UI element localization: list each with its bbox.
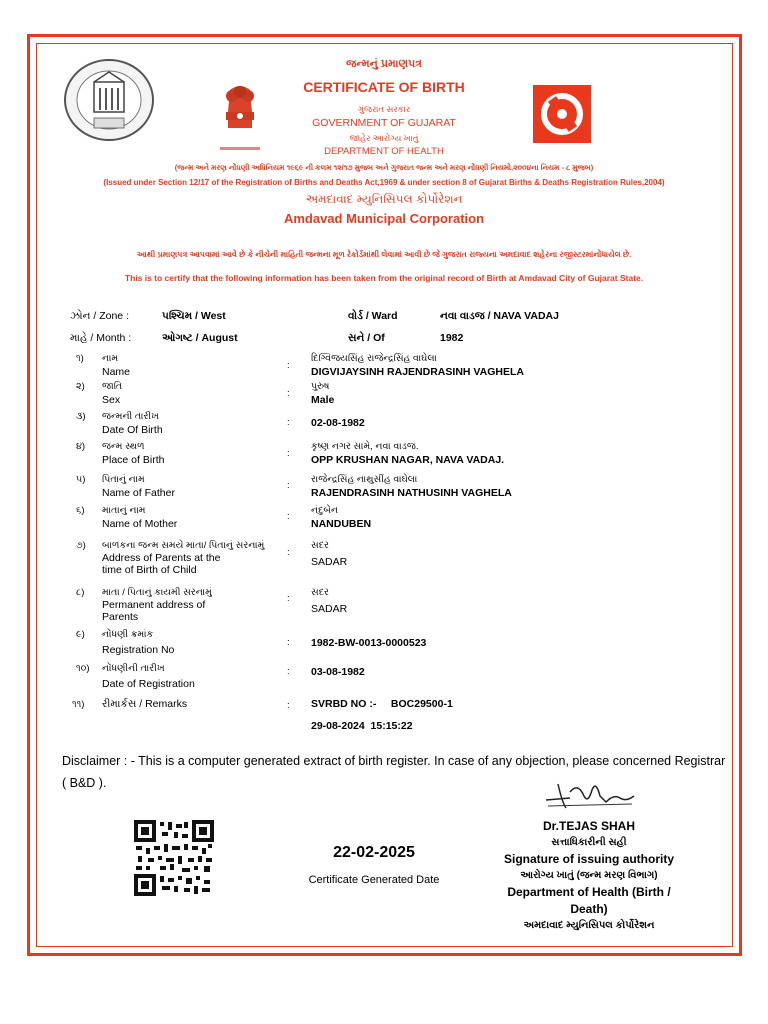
ward-value: નવા વાડજ / NAVA VADAJ	[440, 310, 559, 322]
field-label-gujarati: નોંધણીની તારીખ	[102, 663, 165, 674]
ward-label: વોર્ડ / Ward	[348, 310, 398, 322]
field-label-gujarati: જન્મ સ્થળ	[102, 441, 145, 452]
field-number: ૩)	[76, 411, 86, 422]
corporation-gujarati: અમદાવાદ મ્યુનિસિપલ કોર્પોરેશન	[305, 192, 463, 206]
issued-under-text: (Issued under Section 12/17 of the Registration of Births and Deaths Act,1969 & under section 8 of Gujarat Births & Deaths Registration Rules,2004)	[103, 178, 665, 187]
field-value: SADAR	[311, 603, 348, 615]
field-label: Date Of Birth	[102, 424, 163, 436]
field-number: ૭)	[76, 540, 86, 551]
signatory-corp-gujarati: અમદાવાદ મ્યુનિસિપલ કોર્પોરેશન	[523, 920, 655, 931]
issued-under-gujarati: (જન્મ અને મરણ નોંધણી અધિનિયમ ૧૯૬૯ ની કલમ ૧૨/૧૭ મુજબ અને ગુજરાત જન્મ અને મરણ નોંધણી નિયમો,૨૦૦૪ના નિયમ - ૮ મુજબ)	[174, 163, 594, 172]
year-value: 1982	[440, 332, 464, 344]
field-label-gujarati: માતાનું નામ	[102, 505, 146, 516]
colon: :	[287, 593, 290, 604]
field-label: Date of Registration	[102, 678, 195, 690]
certify-text: This is to certify that the following information has been taken from the original record of Birth at Amdavad City of Gujarat State.	[124, 273, 644, 283]
signatory-dept: Department of Health (Birth / Death)	[507, 885, 671, 916]
field-value: SVRBD NO :- BOC29500-1	[311, 698, 453, 710]
field-value-gujarati: પુરુષ	[311, 381, 330, 392]
field-number: ૧૧)	[72, 699, 85, 710]
signatory-name: Dr.TEJAS SHAH	[542, 819, 636, 833]
field-label-gujarati: બાળકના જન્મ સમયે માતા/ પિતાનું સરનામું	[102, 540, 265, 551]
month-label: માહે / Month :	[70, 332, 132, 344]
field-number: ૧)	[76, 353, 84, 364]
field-value: 02-08-1982	[311, 417, 365, 429]
field-value-gujarati: સદર	[311, 587, 329, 598]
print-timestamp: 29-08-2024 15:15:22	[311, 720, 413, 732]
field-label-gujarati: નોંધણી ક્રમાંક	[102, 629, 154, 640]
field-label-gujarati: માતા / પિતાનું કાયમી સરનામું	[102, 587, 212, 598]
field-number: ૨)	[76, 381, 85, 392]
field-number: ૫)	[76, 474, 86, 485]
field-value: DIGVIJAYSINH RAJENDRASINH VAGHELA	[311, 366, 524, 378]
field-number: ૮)	[76, 587, 85, 598]
signatory-block	[494, 818, 684, 934]
generated-date: 22-02-2025	[333, 844, 415, 861]
field-number: ૪)	[76, 441, 86, 452]
government-title: GOVERNMENT OF GUJARAT	[312, 117, 456, 129]
year-label: સને / Of	[348, 332, 385, 344]
field-value: Male	[311, 394, 335, 406]
field-value-gujarati: રાજેન્દ્રસિંહ નાથુસીંહ વાઘેલા	[311, 474, 418, 485]
field-value-gujarati: કૃષ્ણ નગર સામે, નવા વાડજ.	[311, 441, 419, 452]
zone-value: પશ્ચિમ / West	[162, 310, 226, 322]
generated-date-label: Certificate Generated Date	[308, 874, 440, 886]
field-value: 1982-BW-0013-0000523	[311, 637, 427, 649]
field-value: RAJENDRASINH NATHUSINH VAGHELA	[311, 487, 512, 499]
government-gujarati: ગુજરાત સરકાર	[357, 104, 411, 114]
field-number: ૧૦)	[76, 663, 90, 674]
field-value-gujarati: દિગ્વિજયસિંહ રાજેન્દ્રસિંહ વાઘેલા	[311, 353, 437, 364]
field-label: Registration No	[102, 644, 175, 656]
colon: :	[287, 700, 290, 711]
corporation-name: Amdavad Municipal Corporation	[283, 211, 485, 226]
field-value-gujarati: સદર	[311, 540, 329, 551]
signatory-title: Signature of issuing authority	[503, 852, 674, 866]
field-label: Permanent address of Parents	[102, 599, 206, 623]
colon: :	[287, 480, 290, 491]
department-title: DEPARTMENT OF HEALTH	[324, 146, 444, 157]
field-number: ૬)	[76, 505, 85, 516]
field-label: Sex	[102, 394, 121, 406]
field-label: Address of Parents at the time of Birth of Child	[102, 552, 221, 576]
field-label: Name	[102, 366, 131, 378]
signature-image	[540, 772, 640, 814]
qr-code[interactable]	[134, 820, 214, 896]
field-number: ૯)	[76, 629, 85, 640]
title-gujarati: જન્મનું પ્રમાણપત્ર	[345, 58, 423, 70]
field-label-gujarati: જન્મની તારીખ	[102, 411, 159, 422]
field-value: OPP KRUSHAN NAGAR, NAVA VADAJ.	[311, 454, 505, 466]
colon: :	[287, 666, 290, 677]
department-gujarati: જાહેર આરોગ્ય ખાતું	[349, 133, 419, 143]
field-label-gujarati: પિતાનું નામ	[102, 474, 145, 485]
field-value: 03-08-1982	[311, 666, 365, 678]
signatory-dept-gujarati: આરોગ્ય ખાતું (જન્મ મરણ વિભાગ)	[520, 870, 658, 881]
colon: :	[287, 637, 290, 648]
colon: :	[287, 448, 290, 459]
field-label: રીમાર્કસ / Remarks	[102, 698, 188, 710]
field-label: Name of Father	[102, 487, 175, 499]
colon: :	[287, 417, 290, 428]
field-label: Place of Birth	[102, 454, 165, 466]
colon: :	[287, 547, 290, 558]
field-label-gujarati: જાતિ	[102, 381, 123, 392]
colon: :	[287, 511, 290, 522]
colon: :	[287, 360, 290, 371]
certify-gujarati: આથી પ્રમાણપત્ર આપવામાં આવે છે કે નીચેની માહિતી જન્મના મૂળ રેકોર્ડમાંથી લેવામાં આવી છે જે ગુજરાત રાજ્યના અમદાવાદ શહેરના રજીસ્ટરમાંનોંધાયેલ છે.	[136, 250, 632, 259]
month-value: ઓગષ્ટ / August	[162, 332, 238, 344]
colon: :	[287, 388, 290, 399]
certificate-title: CERTIFICATE OF BIRTH	[303, 79, 465, 95]
zone-label: ઝોન / Zone :	[70, 310, 129, 322]
field-label: Name of Mother	[102, 518, 178, 530]
field-value: NANDUBEN	[311, 518, 372, 530]
signatory-title-gujarati: સત્તાધિકારીની સહી	[551, 837, 627, 848]
field-label-gujarati: નામ	[102, 353, 119, 364]
disclaimer-text: Disclaimer : - This is a computer generated extract of birth register. In case of any objection, please concerned Registrar ( B&D ).	[62, 754, 726, 790]
field-value: SADAR	[311, 556, 348, 568]
field-value-gujarati: નંદુબેન	[311, 505, 339, 516]
